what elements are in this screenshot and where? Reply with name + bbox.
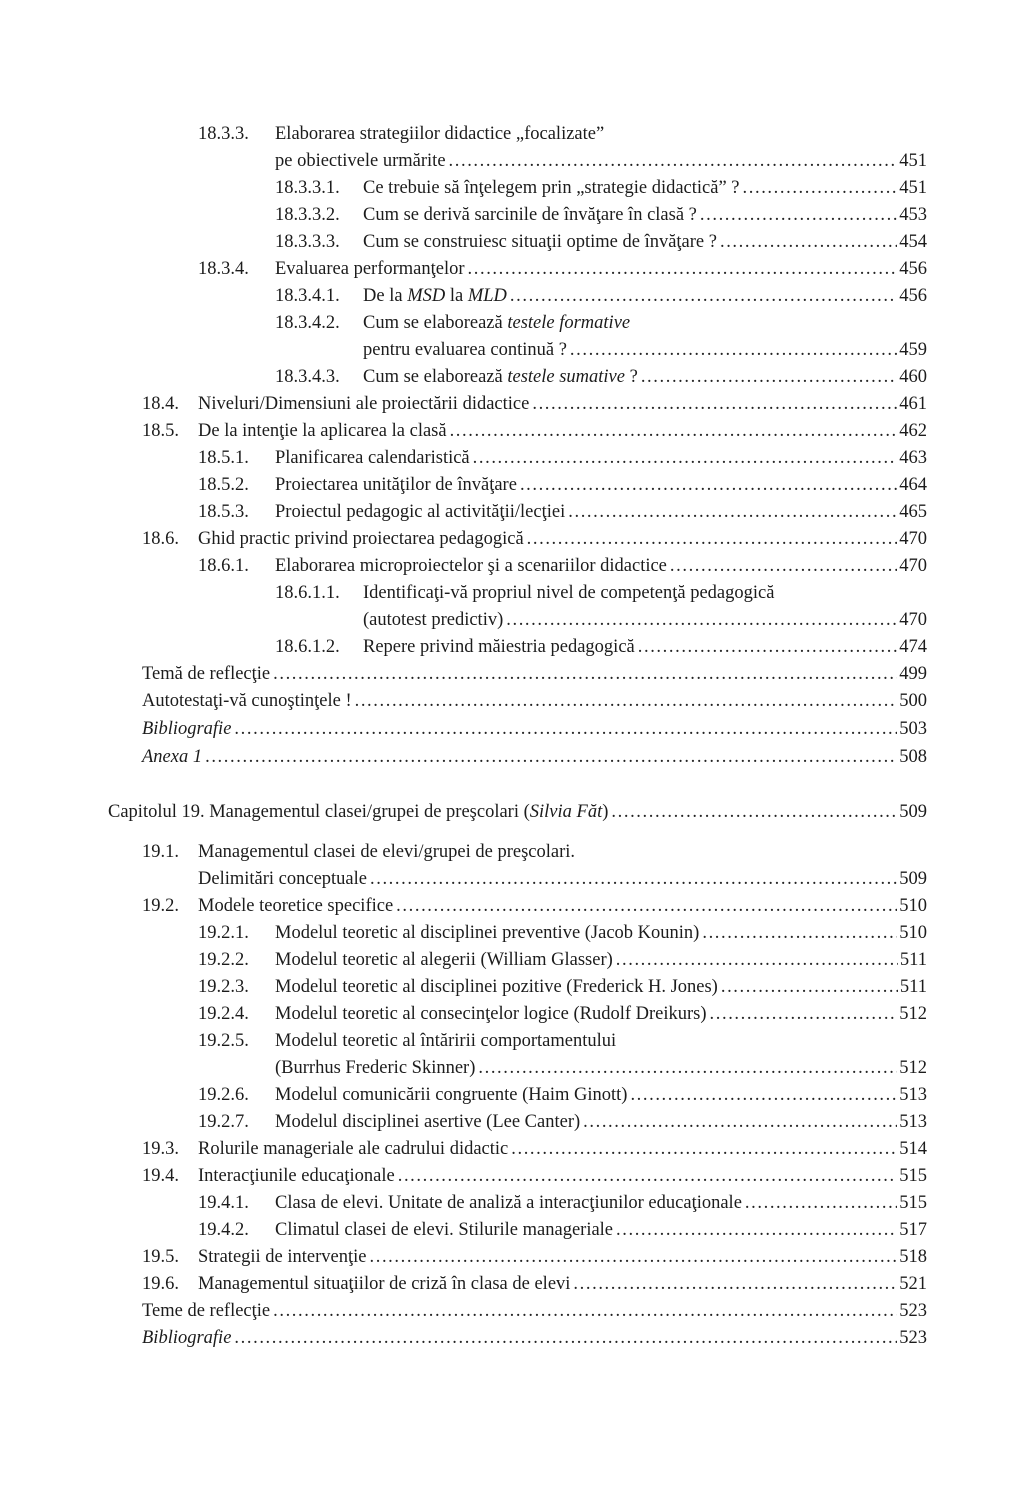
toc-page-number: 463 xyxy=(899,448,927,468)
toc-entry-number: 19.5. xyxy=(142,1247,179,1267)
dot-leader xyxy=(370,866,897,893)
toc-row xyxy=(0,445,1024,472)
dot-leader xyxy=(234,716,897,743)
toc-row xyxy=(0,634,1024,661)
toc-entry-number: 19.6. xyxy=(142,1274,179,1294)
dot-leader xyxy=(273,661,897,688)
toc-entry-title: Temă de reflecţie xyxy=(142,664,271,684)
toc-entry-number: 18.3.3. xyxy=(198,124,249,144)
toc-entry-title: Cum se construiesc situaţii optime de învăţare ? xyxy=(363,232,717,252)
toc-row xyxy=(0,1190,1024,1217)
toc-page-number: 512 xyxy=(899,1058,927,1078)
toc-row xyxy=(0,499,1024,526)
toc-page-number: 451 xyxy=(899,178,927,198)
toc-entry-title: Delimitări conceptuale xyxy=(198,869,367,889)
toc-row xyxy=(0,1271,1024,1298)
dot-leader xyxy=(449,148,898,175)
toc-row xyxy=(0,283,1024,310)
dot-leader xyxy=(700,202,897,229)
toc-entry-title: De la intenţie la aplicarea la clasă xyxy=(198,421,447,441)
toc-row xyxy=(0,553,1024,580)
toc-entry-number: 18.5.3. xyxy=(198,502,249,522)
toc-entry-title: Repere privind măiestria pedagogică xyxy=(363,637,635,657)
toc-entry-title: Climatul clasei de elevi. Stilurile manageriale xyxy=(275,1220,614,1240)
toc-row xyxy=(0,744,1024,771)
toc-page-number: 515 xyxy=(899,1166,927,1186)
toc-entry-title: Elaborarea strategiilor didactice „focalizate” xyxy=(275,124,605,144)
toc-page-number: 451 xyxy=(899,151,927,171)
dot-leader xyxy=(611,799,897,826)
toc-page-number: 513 xyxy=(899,1112,927,1132)
dot-leader xyxy=(234,1325,897,1352)
toc-page-number: 514 xyxy=(899,1139,927,1159)
toc-entry-number: 19.4. xyxy=(142,1166,179,1186)
toc-row xyxy=(0,688,1024,715)
dot-leader xyxy=(638,634,898,661)
toc-row xyxy=(0,580,1024,607)
toc-entry-number: 18.3.4. xyxy=(198,259,249,279)
toc-page-number: 521 xyxy=(899,1274,927,1294)
toc-row xyxy=(0,1028,1024,1055)
dot-leader xyxy=(616,947,898,974)
toc-row xyxy=(0,920,1024,947)
dot-leader xyxy=(745,1190,897,1217)
toc-entry-number: 19.2.1. xyxy=(198,923,249,943)
toc-page-number: 518 xyxy=(899,1247,927,1267)
toc-entry-title: De la MSD la MLD xyxy=(363,286,507,306)
toc-page-number: 470 xyxy=(899,610,927,630)
toc-page-number: 500 xyxy=(899,691,927,711)
dot-leader xyxy=(398,1163,898,1190)
dot-leader xyxy=(670,553,897,580)
dot-leader xyxy=(473,445,898,472)
toc-page-number: 511 xyxy=(899,950,927,970)
toc-page-number: 470 xyxy=(899,556,927,576)
dot-leader xyxy=(583,1109,897,1136)
toc-entry-number: 18.3.4.1. xyxy=(275,286,340,306)
toc-entry-number: 18.4. xyxy=(142,394,179,414)
toc-page-number: 456 xyxy=(899,259,927,279)
toc-page-number: 513 xyxy=(899,1085,927,1105)
toc-entry-title: Modelul teoretic al întăririi comportamentului xyxy=(275,1031,617,1051)
dot-leader xyxy=(710,1001,898,1028)
dot-leader xyxy=(450,418,898,445)
toc-entry-number: 19.2.4. xyxy=(198,1004,249,1024)
toc-row xyxy=(0,526,1024,553)
toc-row xyxy=(0,607,1024,634)
toc-entry-title: Bibliografie xyxy=(142,1328,232,1348)
toc-entry-title: Niveluri/Dimensiuni ale proiectării didactice xyxy=(198,394,530,414)
dot-leader xyxy=(570,337,897,364)
dot-leader xyxy=(273,1298,897,1325)
toc-entry-title: Modelul teoretic al disciplinei pozitive (Frederick H. Jones) xyxy=(275,977,718,997)
dot-leader xyxy=(370,1244,898,1271)
toc-page-number: 523 xyxy=(899,1301,927,1321)
toc-page-number: 456 xyxy=(899,286,927,306)
toc-entry-number: 18.6.1.1. xyxy=(275,583,340,603)
toc-entry-number: 19.2. xyxy=(142,896,179,916)
toc-row xyxy=(0,391,1024,418)
toc-row xyxy=(0,716,1024,743)
toc-row xyxy=(0,1298,1024,1325)
toc-entry-title: Ghid practic privind proiectarea pedagogică xyxy=(198,529,524,549)
toc-entry-title: Modelul teoretic al disciplinei preventive (Jacob Kounin) xyxy=(275,923,700,943)
toc-row xyxy=(0,799,1024,826)
toc-entry-number: 18.5.2. xyxy=(198,475,249,495)
toc-page-number: 509 xyxy=(899,802,927,822)
toc-entry-number: 19.4.1. xyxy=(198,1193,249,1213)
toc-entry-number: 19.2.3. xyxy=(198,977,249,997)
dot-leader xyxy=(468,256,898,283)
dot-leader xyxy=(532,391,897,418)
toc-entry-title: (autotest predictiv) xyxy=(363,610,504,630)
toc-page-number: 453 xyxy=(899,205,927,225)
toc-entry-title: Strategii de intervenţie xyxy=(198,1247,367,1267)
toc-row xyxy=(0,866,1024,893)
toc-entry-number: 18.3.4.2. xyxy=(275,313,340,333)
toc-page-number: 509 xyxy=(899,869,927,889)
toc-entry-title: Modelul teoretic al alegerii (William Glasser) xyxy=(275,950,613,970)
toc-entry-number: 18.3.3.2. xyxy=(275,205,340,225)
toc-entry-title: Bibliografie xyxy=(142,719,232,739)
toc-entry-title: (Burrhus Frederic Skinner) xyxy=(275,1058,476,1078)
toc-page-number: 460 xyxy=(899,367,927,387)
toc-entry-number: 19.2.2. xyxy=(198,950,249,970)
dot-leader xyxy=(721,974,898,1001)
toc-page-number: 474 xyxy=(899,637,927,657)
toc-row xyxy=(0,974,1024,1001)
dot-leader xyxy=(720,229,897,256)
toc-page-number: 462 xyxy=(899,421,927,441)
dot-leader xyxy=(568,499,897,526)
toc-entry-number: 18.6. xyxy=(142,529,179,549)
toc-page-number: 510 xyxy=(899,923,927,943)
toc-row xyxy=(0,121,1024,148)
toc-entry-number: 19.2.6. xyxy=(198,1085,249,1105)
toc-entry-title: Modelul disciplinei asertive (Lee Canter) xyxy=(275,1112,581,1132)
toc-entry-title: Managementul clasei de elevi/grupei de preşcolari. xyxy=(198,842,576,862)
toc-entry-title: Interacţiunile educaţionale xyxy=(198,1166,395,1186)
toc-entry-title: Teme de reflecţie xyxy=(142,1301,271,1321)
toc-row xyxy=(0,1001,1024,1028)
dot-leader xyxy=(396,893,897,920)
toc-entry-title: Cum se derivă sarcinile de învăţare în clasă ? xyxy=(363,205,697,225)
toc-page-number: 503 xyxy=(899,719,927,739)
toc-entry-title: Capitolul 19. Managementul clasei/grupei de preşcolari (Silvia Făt) xyxy=(108,802,609,822)
toc-row xyxy=(0,1325,1024,1352)
toc-row xyxy=(0,893,1024,920)
toc-row xyxy=(0,256,1024,283)
toc-page-number: 465 xyxy=(899,502,927,522)
toc-entry-title: Modelul comunicării congruente (Haim Ginott) xyxy=(275,1085,628,1105)
toc-row xyxy=(0,1244,1024,1271)
toc-row xyxy=(0,310,1024,337)
toc-row xyxy=(0,1163,1024,1190)
toc-entry-number: 18.5.1. xyxy=(198,448,249,468)
toc-entry-number: 18.3.4.3. xyxy=(275,367,340,387)
toc-entry-title: Evaluarea performanţelor xyxy=(275,259,465,279)
toc-page-number: 510 xyxy=(899,896,927,916)
toc-entry-title: pe obiectivele urmărite xyxy=(275,151,446,171)
toc-page-number: 523 xyxy=(899,1328,927,1348)
dot-leader xyxy=(573,1271,897,1298)
toc-entry-number: 19.2.5. xyxy=(198,1031,249,1051)
toc-row xyxy=(0,1082,1024,1109)
toc-entry-title: Proiectarea unităţilor de învăţare xyxy=(275,475,517,495)
toc-row xyxy=(0,1217,1024,1244)
toc-row xyxy=(0,364,1024,391)
dot-leader xyxy=(510,283,897,310)
toc-entry-title: Planificarea calendaristică xyxy=(275,448,470,468)
toc-entry-number: 19.2.7. xyxy=(198,1112,249,1132)
toc-row xyxy=(0,1109,1024,1136)
toc-entry-title: Anexa 1 xyxy=(142,747,203,767)
toc-entry-title: Managementul situaţiilor de criză în clasa de elevi xyxy=(198,1274,571,1294)
toc-row xyxy=(0,1055,1024,1082)
toc-entry-title: pentru evaluarea continuă ? xyxy=(363,340,567,360)
toc-page-number: 461 xyxy=(899,394,927,414)
toc-page-number: 499 xyxy=(899,664,927,684)
toc-row xyxy=(0,418,1024,445)
toc-entry-title: Proiectul pedagogic al activităţii/lecţiei xyxy=(275,502,566,522)
toc-row xyxy=(0,472,1024,499)
toc-entry-title: Autotestaţi-vă cunoştinţele ! xyxy=(142,691,352,711)
toc-entry-title: Cum se elaborează testele sumative ? xyxy=(363,367,638,387)
dot-leader xyxy=(205,744,897,771)
dot-leader xyxy=(511,1136,897,1163)
toc-entry-title: Modele teoretice specifice xyxy=(198,896,394,916)
dot-leader xyxy=(702,920,897,947)
dot-leader xyxy=(506,607,897,634)
toc-entry-number: 18.5. xyxy=(142,421,179,441)
toc-row xyxy=(0,661,1024,688)
toc-entry-title: Rolurile manageriale ale cadrului didactic xyxy=(198,1139,509,1159)
toc-entry-number: 18.6.1.2. xyxy=(275,637,340,657)
toc-entry-number: 18.6.1. xyxy=(198,556,249,576)
toc-entry-number: 18.3.3.3. xyxy=(275,232,340,252)
toc-entry-title: Cum se elaborează testele formative xyxy=(363,313,631,333)
dot-leader xyxy=(527,526,898,553)
toc-page-number: 517 xyxy=(899,1220,927,1240)
toc-entry-number: 19.3. xyxy=(142,1139,179,1159)
toc-entry-title: Ce trebuie să înţelegem prin „strategie didactică” ? xyxy=(363,178,740,198)
toc-entry-number: 18.3.3.1. xyxy=(275,178,340,198)
dot-leader xyxy=(616,1217,897,1244)
toc-row xyxy=(0,202,1024,229)
toc-row xyxy=(0,148,1024,175)
toc-row xyxy=(0,1136,1024,1163)
dot-leader xyxy=(641,364,897,391)
dot-leader xyxy=(478,1055,897,1082)
toc-entry-title: Modelul teoretic al consecinţelor logice (Rudolf Dreikurs) xyxy=(275,1004,707,1024)
toc-entry-title: Elaborarea microproiectelor şi a scenariilor didactice xyxy=(275,556,667,576)
toc-page-number: 454 xyxy=(899,232,927,252)
toc-page-number: 515 xyxy=(899,1193,927,1213)
toc-entry-number: 19.1. xyxy=(142,842,179,862)
dot-leader xyxy=(520,472,897,499)
toc-row xyxy=(0,839,1024,866)
dot-leader xyxy=(743,175,898,202)
toc-page-number: 512 xyxy=(899,1004,927,1024)
dot-leader xyxy=(355,688,898,715)
toc-page-number: 508 xyxy=(899,747,927,767)
toc-page-number: 511 xyxy=(899,977,927,997)
toc-entry-title: Identificaţi-vă propriul nivel de competenţă pedagogică xyxy=(363,583,775,603)
toc-row xyxy=(0,947,1024,974)
toc-page-number: 464 xyxy=(899,475,927,495)
toc-entry-title: Clasa de elevi. Unitate de analiză a interacţiunilor educaţionale xyxy=(275,1193,742,1213)
toc-entry-number: 19.4.2. xyxy=(198,1220,249,1240)
toc-row xyxy=(0,175,1024,202)
toc-page-number: 470 xyxy=(899,529,927,549)
toc-page-number: 459 xyxy=(899,340,927,360)
toc-row xyxy=(0,229,1024,256)
toc-row xyxy=(0,337,1024,364)
dot-leader xyxy=(630,1082,897,1109)
